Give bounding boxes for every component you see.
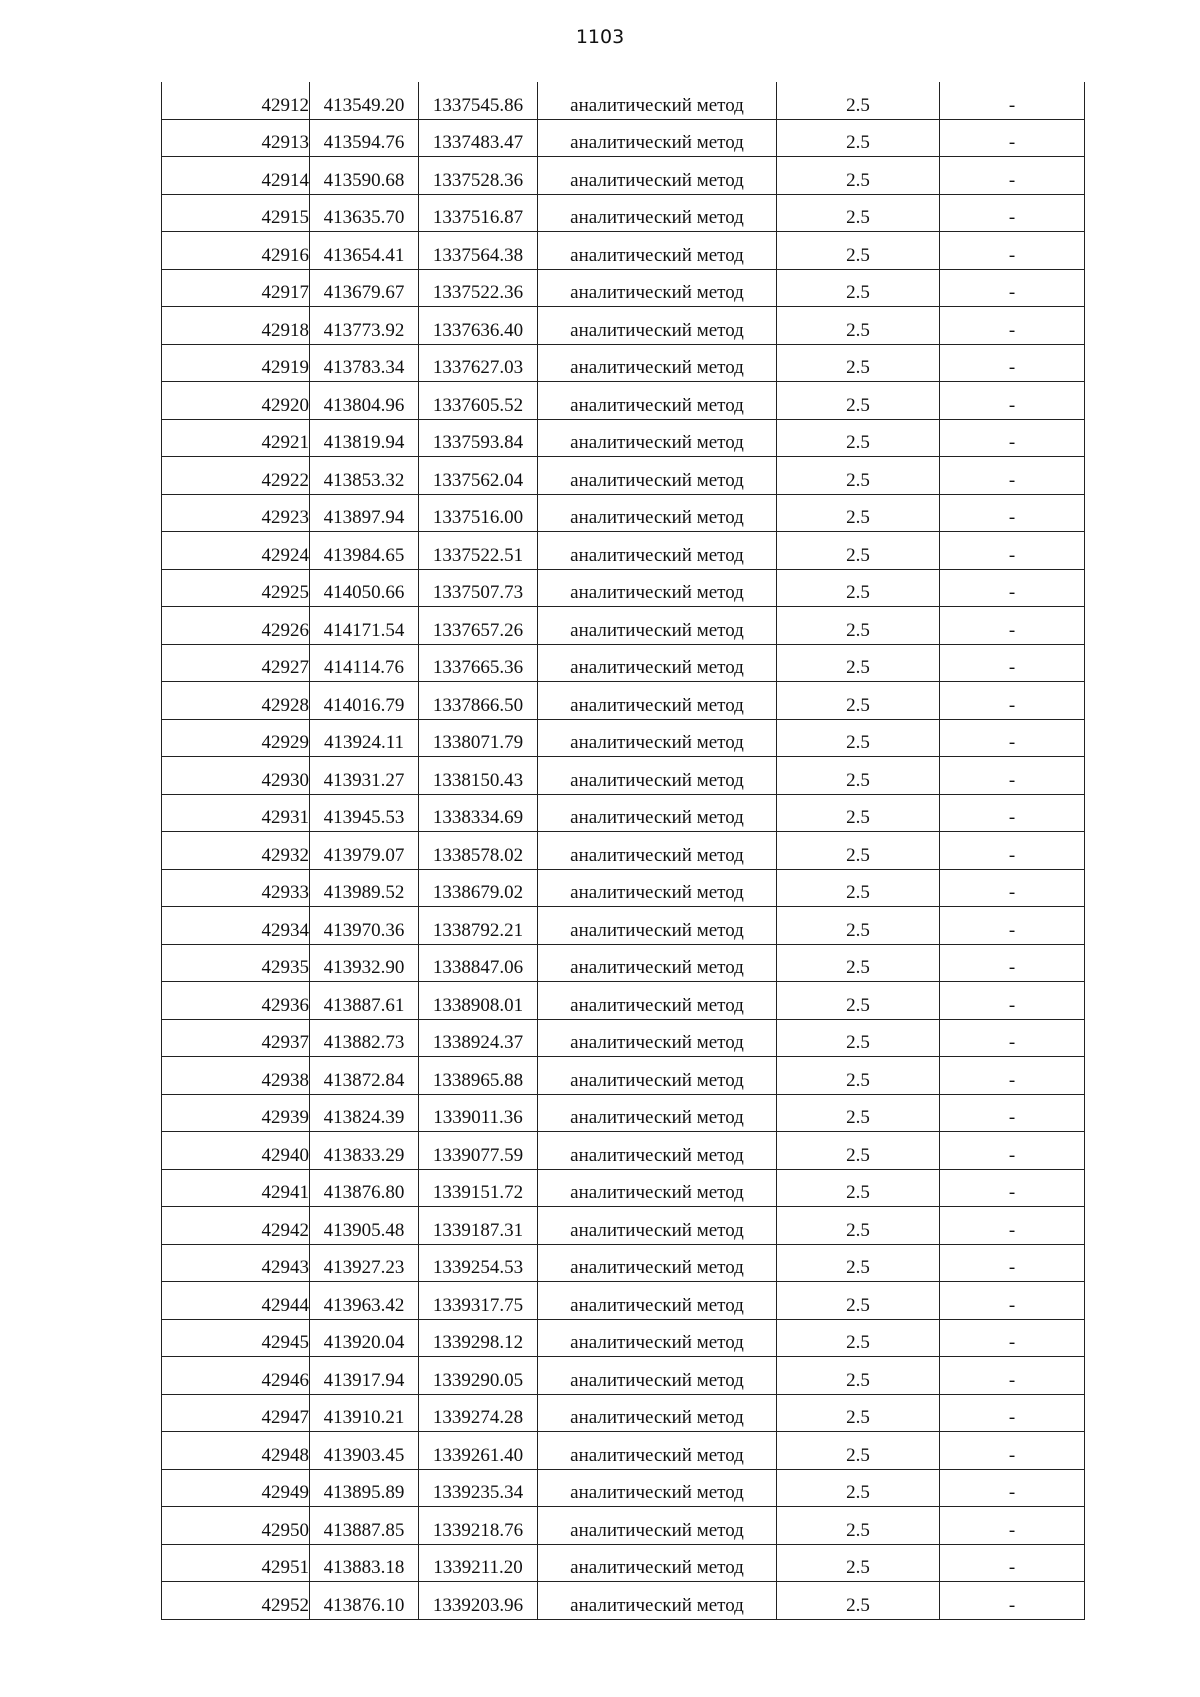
point-number-cell: 42951 xyxy=(162,1544,310,1582)
point-number-cell: 42916 xyxy=(162,232,310,270)
table-row xyxy=(162,382,1085,420)
x-coordinate-cell: 414171.54 xyxy=(310,607,419,645)
point-number-cell: 42935 xyxy=(162,944,310,982)
point-number-cell: 42920 xyxy=(162,382,310,420)
accuracy-cell: 2.5 xyxy=(777,794,940,832)
y-coordinate-cell: 1339011.36 xyxy=(419,1094,538,1132)
y-coordinate-cell: 1339274.28 xyxy=(419,1394,538,1432)
description-cell: - xyxy=(940,1544,1085,1582)
y-coordinate-cell: 1339211.20 xyxy=(419,1544,538,1582)
accuracy-cell: 2.5 xyxy=(777,607,940,645)
y-coordinate-cell: 1339203.96 xyxy=(419,1582,538,1620)
x-coordinate-cell: 413594.76 xyxy=(310,119,419,157)
method-cell: аналитический метод xyxy=(538,1207,777,1245)
table-row xyxy=(162,1432,1085,1470)
x-coordinate-cell: 413887.61 xyxy=(310,982,419,1020)
x-coordinate-cell: 413783.34 xyxy=(310,344,419,382)
x-coordinate-cell: 413970.36 xyxy=(310,907,419,945)
accuracy-cell: 2.5 xyxy=(777,157,940,195)
y-coordinate-cell: 1339254.53 xyxy=(419,1244,538,1282)
table-row xyxy=(162,682,1085,720)
x-coordinate-cell: 413931.27 xyxy=(310,757,419,795)
x-coordinate-cell: 413654.41 xyxy=(310,232,419,270)
method-cell: аналитический метод xyxy=(538,82,777,119)
point-number-cell: 42940 xyxy=(162,1132,310,1170)
point-number-cell: 42938 xyxy=(162,1057,310,1095)
description-cell: - xyxy=(940,607,1085,645)
x-coordinate-cell: 413833.29 xyxy=(310,1132,419,1170)
y-coordinate-cell: 1337545.86 xyxy=(419,82,538,119)
description-cell: - xyxy=(940,457,1085,495)
method-cell: аналитический метод xyxy=(538,494,777,532)
description-cell: - xyxy=(940,1207,1085,1245)
method-cell: аналитический метод xyxy=(538,1282,777,1320)
description-cell: - xyxy=(940,1094,1085,1132)
accuracy-cell: 2.5 xyxy=(777,82,940,119)
accuracy-cell: 2.5 xyxy=(777,269,940,307)
method-cell: аналитический метод xyxy=(538,982,777,1020)
accuracy-cell: 2.5 xyxy=(777,344,940,382)
description-cell: - xyxy=(940,1019,1085,1057)
x-coordinate-cell: 414114.76 xyxy=(310,644,419,682)
x-coordinate-cell: 413927.23 xyxy=(310,1244,419,1282)
y-coordinate-cell: 1337483.47 xyxy=(419,119,538,157)
point-number-cell: 42952 xyxy=(162,1582,310,1620)
method-cell: аналитический метод xyxy=(538,382,777,420)
accuracy-cell: 2.5 xyxy=(777,907,940,945)
accuracy-cell: 2.5 xyxy=(777,982,940,1020)
method-cell: аналитический метод xyxy=(538,1582,777,1620)
description-cell: - xyxy=(940,1282,1085,1320)
method-cell: аналитический метод xyxy=(538,907,777,945)
description-cell: - xyxy=(940,682,1085,720)
description-cell: - xyxy=(940,1582,1085,1620)
method-cell: аналитический метод xyxy=(538,1094,777,1132)
table-row xyxy=(162,344,1085,382)
description-cell: - xyxy=(940,1169,1085,1207)
description-cell: - xyxy=(940,382,1085,420)
y-coordinate-cell: 1339187.31 xyxy=(419,1207,538,1245)
table-row xyxy=(162,1319,1085,1357)
description-cell: - xyxy=(940,194,1085,232)
x-coordinate-cell: 413679.67 xyxy=(310,269,419,307)
method-cell: аналитический метод xyxy=(538,1057,777,1095)
table-row xyxy=(162,832,1085,870)
point-number-cell: 42924 xyxy=(162,532,310,570)
x-coordinate-cell: 413876.10 xyxy=(310,1582,419,1620)
x-coordinate-cell: 413549.20 xyxy=(310,82,419,119)
description-cell: - xyxy=(940,307,1085,345)
accuracy-cell: 2.5 xyxy=(777,832,940,870)
table-row xyxy=(162,1057,1085,1095)
description-cell: - xyxy=(940,1357,1085,1395)
method-cell: аналитический метод xyxy=(538,869,777,907)
description-cell: - xyxy=(940,869,1085,907)
table-row xyxy=(162,1207,1085,1245)
y-coordinate-cell: 1337516.87 xyxy=(419,194,538,232)
description-cell: - xyxy=(940,1394,1085,1432)
x-coordinate-cell: 413883.18 xyxy=(310,1544,419,1582)
point-number-cell: 42914 xyxy=(162,157,310,195)
method-cell: аналитический метод xyxy=(538,269,777,307)
point-number-cell: 42947 xyxy=(162,1394,310,1432)
method-cell: аналитический метод xyxy=(538,119,777,157)
accuracy-cell: 2.5 xyxy=(777,1394,940,1432)
accuracy-cell: 2.5 xyxy=(777,757,940,795)
point-number-cell: 42946 xyxy=(162,1357,310,1395)
table-row xyxy=(162,719,1085,757)
table-row xyxy=(162,1169,1085,1207)
point-number-cell: 42945 xyxy=(162,1319,310,1357)
accuracy-cell: 2.5 xyxy=(777,119,940,157)
description-cell: - xyxy=(940,1132,1085,1170)
accuracy-cell: 2.5 xyxy=(777,194,940,232)
y-coordinate-cell: 1338071.79 xyxy=(419,719,538,757)
point-number-cell: 42942 xyxy=(162,1207,310,1245)
description-cell: - xyxy=(940,982,1085,1020)
point-number-cell: 42937 xyxy=(162,1019,310,1057)
method-cell: аналитический метод xyxy=(538,457,777,495)
y-coordinate-cell: 1337593.84 xyxy=(419,419,538,457)
accuracy-cell: 2.5 xyxy=(777,1357,940,1395)
y-coordinate-cell: 1337627.03 xyxy=(419,344,538,382)
method-cell: аналитический метод xyxy=(538,157,777,195)
x-coordinate-cell: 413963.42 xyxy=(310,1282,419,1320)
table-row xyxy=(162,1394,1085,1432)
y-coordinate-cell: 1337564.38 xyxy=(419,232,538,270)
table-row xyxy=(162,1507,1085,1545)
accuracy-cell: 2.5 xyxy=(777,1282,940,1320)
accuracy-cell: 2.5 xyxy=(777,644,940,682)
x-coordinate-cell: 413924.11 xyxy=(310,719,419,757)
x-coordinate-cell: 413887.85 xyxy=(310,1507,419,1545)
table-row xyxy=(162,1582,1085,1620)
accuracy-cell: 2.5 xyxy=(777,869,940,907)
x-coordinate-cell: 413773.92 xyxy=(310,307,419,345)
x-coordinate-cell: 413824.39 xyxy=(310,1094,419,1132)
y-coordinate-cell: 1338150.43 xyxy=(419,757,538,795)
x-coordinate-cell: 413984.65 xyxy=(310,532,419,570)
table-row xyxy=(162,569,1085,607)
accuracy-cell: 2.5 xyxy=(777,382,940,420)
accuracy-cell: 2.5 xyxy=(777,1319,940,1357)
description-cell: - xyxy=(940,1469,1085,1507)
point-number-cell: 42921 xyxy=(162,419,310,457)
description-cell: - xyxy=(940,494,1085,532)
table-row xyxy=(162,194,1085,232)
method-cell: аналитический метод xyxy=(538,682,777,720)
page-number: 1103 xyxy=(575,26,625,48)
x-coordinate-cell: 413819.94 xyxy=(310,419,419,457)
accuracy-cell: 2.5 xyxy=(777,232,940,270)
point-number-cell: 42949 xyxy=(162,1469,310,1507)
x-coordinate-cell: 413989.52 xyxy=(310,869,419,907)
method-cell: аналитический метод xyxy=(538,232,777,270)
point-number-cell: 42923 xyxy=(162,494,310,532)
y-coordinate-cell: 1338792.21 xyxy=(419,907,538,945)
method-cell: аналитический метод xyxy=(538,794,777,832)
description-cell: - xyxy=(940,1319,1085,1357)
method-cell: аналитический метод xyxy=(538,1507,777,1545)
point-number-cell: 42928 xyxy=(162,682,310,720)
y-coordinate-cell: 1337507.73 xyxy=(419,569,538,607)
x-coordinate-cell: 414050.66 xyxy=(310,569,419,607)
y-coordinate-cell: 1338908.01 xyxy=(419,982,538,1020)
y-coordinate-cell: 1337516.00 xyxy=(419,494,538,532)
point-number-cell: 42927 xyxy=(162,644,310,682)
accuracy-cell: 2.5 xyxy=(777,457,940,495)
point-number-cell: 42912 xyxy=(162,82,310,119)
accuracy-cell: 2.5 xyxy=(777,1019,940,1057)
table-row xyxy=(162,982,1085,1020)
y-coordinate-cell: 1337605.52 xyxy=(419,382,538,420)
table-row xyxy=(162,644,1085,682)
method-cell: аналитический метод xyxy=(538,344,777,382)
point-number-cell: 42948 xyxy=(162,1432,310,1470)
method-cell: аналитический метод xyxy=(538,569,777,607)
y-coordinate-cell: 1337562.04 xyxy=(419,457,538,495)
point-number-cell: 42930 xyxy=(162,757,310,795)
y-coordinate-cell: 1339235.34 xyxy=(419,1469,538,1507)
description-cell: - xyxy=(940,944,1085,982)
x-coordinate-cell: 413932.90 xyxy=(310,944,419,982)
y-coordinate-cell: 1337866.50 xyxy=(419,682,538,720)
description-cell: - xyxy=(940,1057,1085,1095)
method-cell: аналитический метод xyxy=(538,719,777,757)
point-number-cell: 42913 xyxy=(162,119,310,157)
x-coordinate-cell: 413903.45 xyxy=(310,1432,419,1470)
table-row xyxy=(162,119,1085,157)
x-coordinate-cell: 413917.94 xyxy=(310,1357,419,1395)
point-number-cell: 42926 xyxy=(162,607,310,645)
y-coordinate-cell: 1337528.36 xyxy=(419,157,538,195)
description-cell: - xyxy=(940,1507,1085,1545)
description-cell: - xyxy=(940,82,1085,119)
method-cell: аналитический метод xyxy=(538,1019,777,1057)
accuracy-cell: 2.5 xyxy=(777,1507,940,1545)
method-cell: аналитический метод xyxy=(538,1544,777,1582)
table-row xyxy=(162,1469,1085,1507)
description-cell: - xyxy=(940,232,1085,270)
method-cell: аналитический метод xyxy=(538,1132,777,1170)
description-cell: - xyxy=(940,157,1085,195)
table-row xyxy=(162,307,1085,345)
x-coordinate-cell: 413979.07 xyxy=(310,832,419,870)
method-cell: аналитический метод xyxy=(538,607,777,645)
method-cell: аналитический метод xyxy=(538,1432,777,1470)
accuracy-cell: 2.5 xyxy=(777,719,940,757)
x-coordinate-cell: 413872.84 xyxy=(310,1057,419,1095)
y-coordinate-cell: 1339218.76 xyxy=(419,1507,538,1545)
description-cell: - xyxy=(940,719,1085,757)
description-cell: - xyxy=(940,907,1085,945)
table-row xyxy=(162,232,1085,270)
accuracy-cell: 2.5 xyxy=(777,1582,940,1620)
description-cell: - xyxy=(940,532,1085,570)
description-cell: - xyxy=(940,269,1085,307)
x-coordinate-cell: 413945.53 xyxy=(310,794,419,832)
description-cell: - xyxy=(940,644,1085,682)
y-coordinate-cell: 1337665.36 xyxy=(419,644,538,682)
accuracy-cell: 2.5 xyxy=(777,1132,940,1170)
method-cell: аналитический метод xyxy=(538,1244,777,1282)
method-cell: аналитический метод xyxy=(538,307,777,345)
accuracy-cell: 2.5 xyxy=(777,494,940,532)
y-coordinate-cell: 1339298.12 xyxy=(419,1319,538,1357)
table-row xyxy=(162,494,1085,532)
table-row xyxy=(162,1282,1085,1320)
table-row xyxy=(162,869,1085,907)
table-row xyxy=(162,607,1085,645)
table-row xyxy=(162,157,1085,195)
y-coordinate-cell: 1338679.02 xyxy=(419,869,538,907)
x-coordinate-cell: 413905.48 xyxy=(310,1207,419,1245)
method-cell: аналитический метод xyxy=(538,832,777,870)
description-cell: - xyxy=(940,832,1085,870)
y-coordinate-cell: 1338965.88 xyxy=(419,1057,538,1095)
x-coordinate-cell: 413853.32 xyxy=(310,457,419,495)
x-coordinate-cell: 413876.80 xyxy=(310,1169,419,1207)
method-cell: аналитический метод xyxy=(538,757,777,795)
x-coordinate-cell: 413897.94 xyxy=(310,494,419,532)
method-cell: аналитический метод xyxy=(538,1394,777,1432)
method-cell: аналитический метод xyxy=(538,1469,777,1507)
description-cell: - xyxy=(940,757,1085,795)
table-row xyxy=(162,1244,1085,1282)
coordinates-table-body xyxy=(162,82,1085,1619)
table-row xyxy=(162,1544,1085,1582)
y-coordinate-cell: 1338924.37 xyxy=(419,1019,538,1057)
point-number-cell: 42915 xyxy=(162,194,310,232)
accuracy-cell: 2.5 xyxy=(777,682,940,720)
y-coordinate-cell: 1339261.40 xyxy=(419,1432,538,1470)
point-number-cell: 42944 xyxy=(162,1282,310,1320)
point-number-cell: 42922 xyxy=(162,457,310,495)
table-row xyxy=(162,1357,1085,1395)
method-cell: аналитический метод xyxy=(538,1319,777,1357)
table-row xyxy=(162,907,1085,945)
y-coordinate-cell: 1337522.36 xyxy=(419,269,538,307)
x-coordinate-cell: 413590.68 xyxy=(310,157,419,195)
x-coordinate-cell: 414016.79 xyxy=(310,682,419,720)
point-number-cell: 42925 xyxy=(162,569,310,607)
y-coordinate-cell: 1338578.02 xyxy=(419,832,538,870)
accuracy-cell: 2.5 xyxy=(777,419,940,457)
description-cell: - xyxy=(940,1432,1085,1470)
description-cell: - xyxy=(940,419,1085,457)
coordinates-table xyxy=(161,82,1085,1620)
point-number-cell: 42939 xyxy=(162,1094,310,1132)
y-coordinate-cell: 1337522.51 xyxy=(419,532,538,570)
accuracy-cell: 2.5 xyxy=(777,1094,940,1132)
point-number-cell: 42918 xyxy=(162,307,310,345)
point-number-cell: 42950 xyxy=(162,1507,310,1545)
accuracy-cell: 2.5 xyxy=(777,1244,940,1282)
point-number-cell: 42936 xyxy=(162,982,310,1020)
table-row xyxy=(162,419,1085,457)
table-row xyxy=(162,82,1085,119)
table-row xyxy=(162,1094,1085,1132)
x-coordinate-cell: 413804.96 xyxy=(310,382,419,420)
table-row xyxy=(162,269,1085,307)
point-number-cell: 42941 xyxy=(162,1169,310,1207)
method-cell: аналитический метод xyxy=(538,1357,777,1395)
method-cell: аналитический метод xyxy=(538,1169,777,1207)
accuracy-cell: 2.5 xyxy=(777,307,940,345)
method-cell: аналитический метод xyxy=(538,194,777,232)
point-number-cell: 42917 xyxy=(162,269,310,307)
y-coordinate-cell: 1337657.26 xyxy=(419,607,538,645)
point-number-cell: 42934 xyxy=(162,907,310,945)
table-row xyxy=(162,1019,1085,1057)
accuracy-cell: 2.5 xyxy=(777,1207,940,1245)
method-cell: аналитический метод xyxy=(538,419,777,457)
y-coordinate-cell: 1339077.59 xyxy=(419,1132,538,1170)
description-cell: - xyxy=(940,1244,1085,1282)
accuracy-cell: 2.5 xyxy=(777,569,940,607)
accuracy-cell: 2.5 xyxy=(777,1432,940,1470)
y-coordinate-cell: 1338334.69 xyxy=(419,794,538,832)
x-coordinate-cell: 413635.70 xyxy=(310,194,419,232)
accuracy-cell: 2.5 xyxy=(777,1169,940,1207)
point-number-cell: 42933 xyxy=(162,869,310,907)
method-cell: аналитический метод xyxy=(538,644,777,682)
point-number-cell: 42929 xyxy=(162,719,310,757)
x-coordinate-cell: 413895.89 xyxy=(310,1469,419,1507)
accuracy-cell: 2.5 xyxy=(777,532,940,570)
accuracy-cell: 2.5 xyxy=(777,1469,940,1507)
point-number-cell: 42931 xyxy=(162,794,310,832)
method-cell: аналитический метод xyxy=(538,944,777,982)
point-number-cell: 42943 xyxy=(162,1244,310,1282)
y-coordinate-cell: 1337636.40 xyxy=(419,307,538,345)
y-coordinate-cell: 1339151.72 xyxy=(419,1169,538,1207)
accuracy-cell: 2.5 xyxy=(777,1057,940,1095)
y-coordinate-cell: 1339317.75 xyxy=(419,1282,538,1320)
x-coordinate-cell: 413882.73 xyxy=(310,1019,419,1057)
table-row xyxy=(162,757,1085,795)
accuracy-cell: 2.5 xyxy=(777,944,940,982)
y-coordinate-cell: 1338847.06 xyxy=(419,944,538,982)
point-number-cell: 42919 xyxy=(162,344,310,382)
table-row xyxy=(162,944,1085,982)
description-cell: - xyxy=(940,569,1085,607)
description-cell: - xyxy=(940,794,1085,832)
description-cell: - xyxy=(940,344,1085,382)
table-row xyxy=(162,457,1085,495)
method-cell: аналитический метод xyxy=(538,532,777,570)
point-number-cell: 42932 xyxy=(162,832,310,870)
description-cell: - xyxy=(940,119,1085,157)
accuracy-cell: 2.5 xyxy=(777,1544,940,1582)
x-coordinate-cell: 413920.04 xyxy=(310,1319,419,1357)
table-row xyxy=(162,532,1085,570)
table-row xyxy=(162,1132,1085,1170)
y-coordinate-cell: 1339290.05 xyxy=(419,1357,538,1395)
table-row xyxy=(162,794,1085,832)
x-coordinate-cell: 413910.21 xyxy=(310,1394,419,1432)
